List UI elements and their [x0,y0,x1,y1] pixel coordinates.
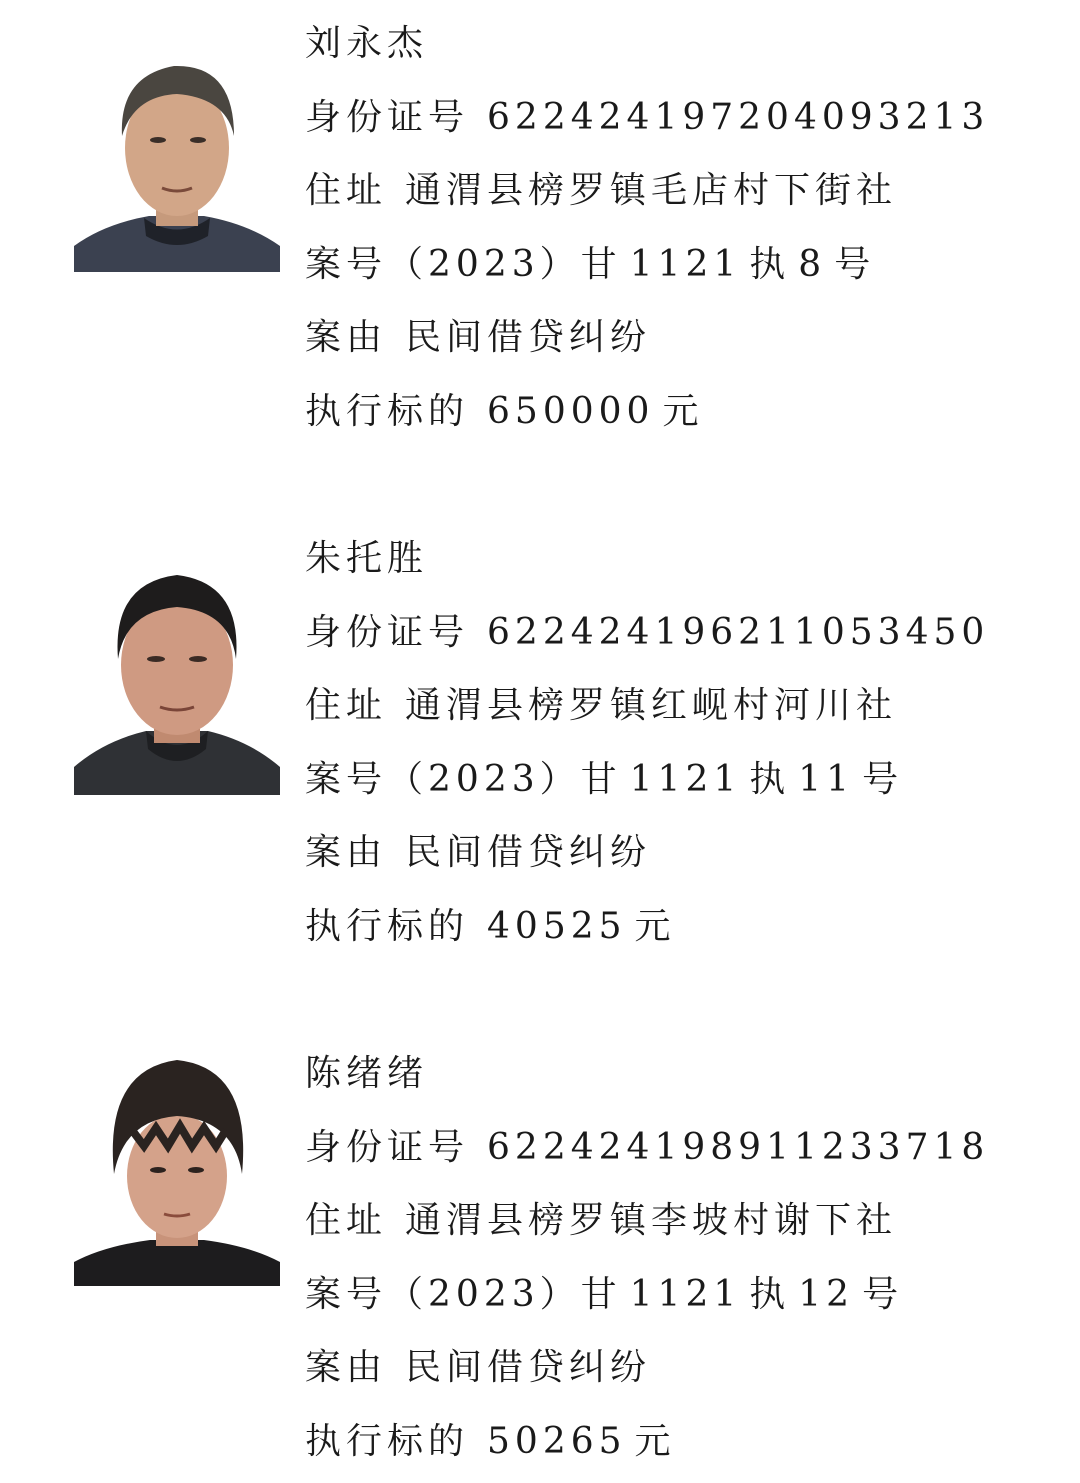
id-number-line [305,613,989,653]
case-type: 执 [749,759,791,800]
id-label: 身份证号 [305,1127,470,1168]
case-number-line [305,760,903,800]
portrait-photo [74,559,280,795]
case-sequence: 11 [798,759,855,800]
amount-label: 执行标的 [305,391,470,432]
amount-label: 执行标的 [305,906,470,947]
case-number-line [305,1275,903,1315]
case-label: 案号 [305,244,388,285]
amount-label: 执行标的 [305,1421,470,1462]
person-name: 陈绪绪 [305,1053,429,1094]
cause-label: 案由 [305,1347,388,1388]
case-suffix: 号 [834,244,876,285]
case-sequence: 12 [798,1274,855,1315]
id-number: 622424198911233718 [487,1127,990,1168]
portrait-photo [74,36,280,272]
portrait-photo [74,1050,280,1286]
id-number-line [305,98,989,138]
cause-value: 民间借贷纠纷 [405,317,652,358]
id-number: 622424197204093213 [487,97,990,138]
address-label: 住址 [305,685,388,726]
case-court-code: 1121 [629,759,742,800]
cause-label: 案由 [305,832,388,873]
case-label: 案号 [305,759,388,800]
case-suffix: 号 [862,759,904,800]
id-label: 身份证号 [305,97,470,138]
cause-label: 案由 [305,317,388,358]
person-name: 朱托胜 [305,538,429,579]
person-name: 刘永杰 [305,23,429,64]
cause-line [305,318,651,358]
address-value: 通渭县榜罗镇李坡村谢下社 [405,1200,898,1241]
address-line [305,686,897,726]
case-court-code: 1121 [629,1274,742,1315]
amount-value: 50265 [487,1421,627,1462]
case-type: 执 [749,244,791,285]
case-type: 执 [749,1274,791,1315]
case-suffix: 号 [862,1274,904,1315]
amount-line [305,1422,684,1462]
cause-value: 民间借贷纠纷 [405,832,652,873]
address-value: 通渭县榜罗镇毛店村下街社 [405,170,898,211]
cause-line [305,833,651,873]
case-court-code: 1121 [629,244,742,285]
currency: 元 [634,1421,676,1462]
case-number-line [305,245,875,285]
currency: 元 [662,391,704,432]
amount-value: 650000 [487,391,655,432]
address-value: 通渭县榜罗镇红岘村河川社 [405,685,898,726]
amount-value: 40525 [487,906,627,947]
case-sequence: 8 [798,244,827,285]
address-line [305,1201,897,1241]
id-number: 622424196211053450 [487,612,990,653]
amount-line [305,392,711,432]
amount-line [305,907,684,947]
address-line [305,171,897,211]
address-label: 住址 [305,1200,388,1241]
case-prefix: （2023）甘 [387,1274,622,1315]
cause-line [305,1348,651,1388]
cause-value: 民间借贷纠纷 [405,1347,652,1388]
case-prefix: （2023）甘 [387,759,622,800]
case-prefix: （2023）甘 [387,244,622,285]
currency: 元 [634,906,676,947]
id-number-line [305,1128,989,1168]
case-label: 案号 [305,1274,388,1315]
id-label: 身份证号 [305,612,470,653]
address-label: 住址 [305,170,388,211]
